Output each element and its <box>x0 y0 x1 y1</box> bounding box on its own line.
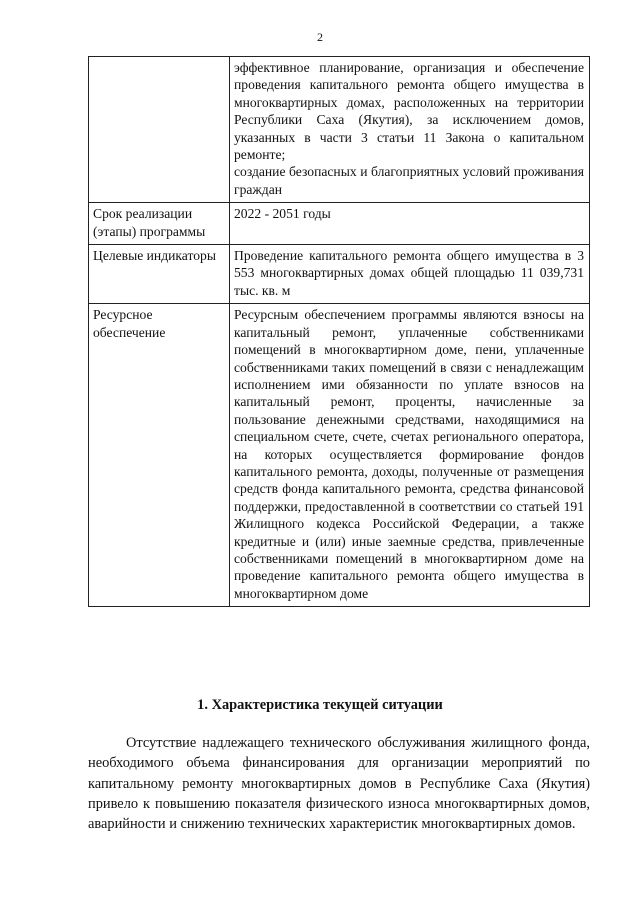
row-label <box>89 57 230 203</box>
value-paragraph: создание безопасных и благоприятных условий проживания граждан <box>234 164 584 197</box>
value-paragraph: Проведение капитального ремонта общего имущества в 3 553 многоквартирных домах общей площадью 11 039,731 тыс. кв. м <box>234 248 584 298</box>
table-row-period <box>89 203 590 245</box>
row-value <box>230 245 590 304</box>
row-value <box>230 57 590 203</box>
row-value <box>230 304 590 607</box>
section-paragraph: Отсутствие надлежащего технического обслуживания жилищного фонда, необходимого объема финансирования для организации мероприятий по капитальному ремонту многоквартирных домов в Республике Саха (Якутия) привело к повышению показателя физического износа многоквартирных домов, аварийности и снижению технических характеристик многоквартирных домов. <box>88 735 590 833</box>
table-row-resources <box>89 304 590 607</box>
program-passport-table <box>88 56 590 607</box>
section-heading: 1. Характеристика текущей ситуации <box>197 697 443 713</box>
row-label: Срок реализации (этапы) программы <box>89 203 230 245</box>
row-label: Ресурсное обеспечение <box>89 304 230 607</box>
page-number: 2 <box>317 30 323 44</box>
row-label: Целевые индикаторы <box>89 245 230 304</box>
value-paragraph: 2022 - 2051 годы <box>234 206 331 222</box>
table-row-goals <box>89 57 590 203</box>
table-row-indicators <box>89 245 590 304</box>
value-paragraph: эффективное планирование, организация и обеспечение проведения капитального ремонта общего имущества в многоквартирных домах, расположенных на территории Республики Саха (Якутия), за исключением домов, указанных в части 3 статьи 11 Закона о капитальном ремонте; <box>234 60 584 163</box>
value-paragraph: Ресурсным обеспечением программы являются взносы на капитальный ремонт, уплаченные собственниками помещений в многоквартирном доме, пени, уплаченные собственниками таких помещений в связи с ненадлежащим исполнением ими обязанности по уплате взносов на капитальный ремонт, проценты, начисленные за пользование денежными средствами, находящимися на специальном счете, счете, счетах регионального оператора, на которых осуществляется формирование фондов капитального ремонта, доходы, полученные от размещения средств фонда капитального ремонта, средства финансовой поддержки, предоставленной в соответствии со статьей 191 Жилищного кодекса Российской Федерации, а также кредитные и (или) иные заемные средства, привлеченные собственниками помещений в многоквартирном доме на проведение капитального ремонта общего имущества в многоквартирном доме <box>234 307 584 601</box>
row-value <box>230 203 590 245</box>
